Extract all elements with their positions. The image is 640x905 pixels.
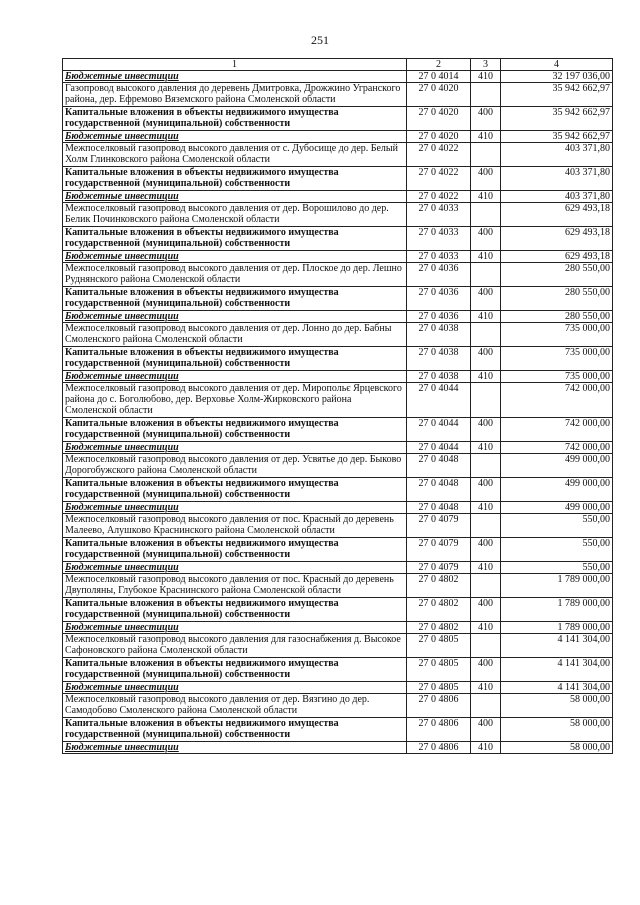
- table-row: [63, 634, 613, 658]
- table-row: [63, 107, 613, 131]
- row-name: Капитальные вложения в объекты недвижимого имущества государственной (муниципальной) собственности: [63, 658, 407, 682]
- row-amount: 550,00: [501, 538, 613, 562]
- row-name: Капитальные вложения в объекты недвижимого имущества государственной (муниципальной) собственности: [63, 598, 407, 622]
- row-code: 27 0 4038: [407, 371, 471, 383]
- row-type: 400: [471, 418, 501, 442]
- row-code: 27 0 4805: [407, 682, 471, 694]
- header-col-2: 2: [407, 59, 471, 71]
- row-type: 400: [471, 287, 501, 311]
- row-type: [471, 383, 501, 418]
- table-row: [63, 347, 613, 371]
- row-amount: 499 000,00: [501, 454, 613, 478]
- table-row: [63, 538, 613, 562]
- row-name: Бюджетные инвестиции: [63, 251, 407, 263]
- table-row: [63, 454, 613, 478]
- row-amount: 1 789 000,00: [501, 598, 613, 622]
- row-type: 410: [471, 251, 501, 263]
- row-type: [471, 323, 501, 347]
- row-code: 27 0 4038: [407, 323, 471, 347]
- row-code: 27 0 4805: [407, 634, 471, 658]
- row-name: Бюджетные инвестиции: [63, 371, 407, 383]
- row-amount: 35 942 662,97: [501, 131, 613, 143]
- row-code: 27 0 4044: [407, 418, 471, 442]
- row-code: 27 0 4079: [407, 562, 471, 574]
- table-row: [63, 418, 613, 442]
- table-row: [63, 71, 613, 83]
- table-row: [63, 442, 613, 454]
- table-row: [63, 191, 613, 203]
- row-type: [471, 263, 501, 287]
- row-type: [471, 454, 501, 478]
- table-header-row: [63, 59, 613, 71]
- row-type: 410: [471, 131, 501, 143]
- row-type: 410: [471, 742, 501, 754]
- row-amount: 4 141 304,00: [501, 658, 613, 682]
- row-name: Межпоселковый газопровод высокого давления от дер. Вязгино до дер. Самодобово Смоленского района Смоленской области: [63, 694, 407, 718]
- row-name: Капитальные вложения в объекты недвижимого имущества государственной (муниципальной) собственности: [63, 107, 407, 131]
- row-amount: 280 550,00: [501, 287, 613, 311]
- row-code: 27 0 4048: [407, 454, 471, 478]
- row-code: 27 0 4033: [407, 203, 471, 227]
- row-type: 410: [471, 311, 501, 323]
- row-type: [471, 514, 501, 538]
- row-type: 400: [471, 227, 501, 251]
- page-number: 251: [311, 33, 329, 47]
- row-name: Бюджетные инвестиции: [63, 622, 407, 634]
- row-name: Бюджетные инвестиции: [63, 71, 407, 83]
- row-amount: 499 000,00: [501, 502, 613, 514]
- row-type: 400: [471, 347, 501, 371]
- budget-table-body: [63, 59, 613, 754]
- table-row: [63, 502, 613, 514]
- table-row: [63, 227, 613, 251]
- row-code: 27 0 4079: [407, 514, 471, 538]
- row-name: Бюджетные инвестиции: [63, 442, 407, 454]
- table-row: [63, 167, 613, 191]
- row-code: 27 0 4802: [407, 598, 471, 622]
- table-row: [63, 143, 613, 167]
- row-type: 410: [471, 682, 501, 694]
- row-code: 27 0 4802: [407, 574, 471, 598]
- row-type: 400: [471, 478, 501, 502]
- row-code: 27 0 4036: [407, 263, 471, 287]
- row-amount: 58 000,00: [501, 742, 613, 754]
- row-name: Газопровод высокого давления до деревень Дмитровка, Дрожжино Угранского района, дер. Ефремово Вяземского района Смоленской области: [63, 83, 407, 107]
- table-row: [63, 658, 613, 682]
- row-type: 400: [471, 718, 501, 742]
- row-name: Межпоселковый газопровод высокого давления от с. Дубосище до дер. Белый Холм Глинковского района Смоленской области: [63, 143, 407, 167]
- row-name: Бюджетные инвестиции: [63, 742, 407, 754]
- table-row: [63, 131, 613, 143]
- table-row: [63, 323, 613, 347]
- row-name: Капитальные вложения в объекты недвижимого имущества государственной (муниципальной) собственности: [63, 227, 407, 251]
- row-name: Межпоселковый газопровод высокого давления от дер. Лонно до дер. Бабны Смоленского района Смоленской области: [63, 323, 407, 347]
- row-code: 27 0 4044: [407, 383, 471, 418]
- row-type: 410: [471, 191, 501, 203]
- table-row: [63, 263, 613, 287]
- row-name: Бюджетные инвестиции: [63, 502, 407, 514]
- row-type: 410: [471, 71, 501, 83]
- row-amount: 499 000,00: [501, 478, 613, 502]
- row-name: Межпоселковый газопровод высокого давления от дер. Плоское до дер. Лешно Руднянского района Смоленской области: [63, 263, 407, 287]
- row-amount: 403 371,80: [501, 167, 613, 191]
- row-code: 27 0 4802: [407, 622, 471, 634]
- row-code: 27 0 4020: [407, 107, 471, 131]
- row-name: Бюджетные инвестиции: [63, 191, 407, 203]
- row-type: 400: [471, 107, 501, 131]
- table-row: [63, 682, 613, 694]
- row-name: Капитальные вложения в объекты недвижимого имущества государственной (муниципальной) собственности: [63, 538, 407, 562]
- table-row: [63, 478, 613, 502]
- table-row: [63, 598, 613, 622]
- row-amount: 1 789 000,00: [501, 622, 613, 634]
- row-amount: 280 550,00: [501, 311, 613, 323]
- table-row: [63, 311, 613, 323]
- table-row: [63, 203, 613, 227]
- row-code: 27 0 4038: [407, 347, 471, 371]
- row-type: 400: [471, 598, 501, 622]
- row-code: 27 0 4806: [407, 742, 471, 754]
- row-amount: 742 000,00: [501, 418, 613, 442]
- row-type: [471, 694, 501, 718]
- row-name: Капитальные вложения в объекты недвижимого имущества государственной (муниципальной) собственности: [63, 478, 407, 502]
- row-code: 27 0 4033: [407, 251, 471, 263]
- row-name: Капитальные вложения в объекты недвижимого имущества государственной (муниципальной) собственности: [63, 287, 407, 311]
- row-code: 27 0 4022: [407, 191, 471, 203]
- row-code: 27 0 4806: [407, 718, 471, 742]
- row-type: 410: [471, 562, 501, 574]
- table-row: [63, 742, 613, 754]
- row-type: [471, 203, 501, 227]
- row-amount: 58 000,00: [501, 718, 613, 742]
- row-type: [471, 143, 501, 167]
- row-name: Бюджетные инвестиции: [63, 131, 407, 143]
- table-row: [63, 562, 613, 574]
- row-amount: 550,00: [501, 562, 613, 574]
- header-col-4: 4: [501, 59, 613, 71]
- table-row: [63, 371, 613, 383]
- row-amount: 4 141 304,00: [501, 634, 613, 658]
- row-name: Межпоселковый газопровод высокого давления от пос. Красный до деревень Двуполяны, Глубокое Краснинского района Смоленской области: [63, 574, 407, 598]
- row-type: [471, 574, 501, 598]
- row-code: 27 0 4022: [407, 143, 471, 167]
- table-row: [63, 251, 613, 263]
- row-name: Капитальные вложения в объекты недвижимого имущества государственной (муниципальной) собственности: [63, 418, 407, 442]
- row-type: 400: [471, 167, 501, 191]
- row-name: Межпоселковый газопровод высокого давления от пос. Красный до деревень Малеево, Алушково Краснинского района Смоленской области: [63, 514, 407, 538]
- row-code: 27 0 4020: [407, 83, 471, 107]
- row-code: 27 0 4036: [407, 287, 471, 311]
- row-name: Межпоселковый газопровод высокого давления от дер. Ворошилово до дер. Белик Починковского района Смоленской области: [63, 203, 407, 227]
- row-amount: 742 000,00: [501, 442, 613, 454]
- row-amount: 4 141 304,00: [501, 682, 613, 694]
- row-amount: 35 942 662,97: [501, 107, 613, 131]
- row-amount: 629 493,18: [501, 203, 613, 227]
- table-row: [63, 574, 613, 598]
- table-row: [63, 287, 613, 311]
- table-row: [63, 718, 613, 742]
- row-code: 27 0 4048: [407, 502, 471, 514]
- row-amount: 742 000,00: [501, 383, 613, 418]
- row-type: 410: [471, 502, 501, 514]
- row-name: Межпоселковый газопровод высокого давления для газоснабжения д. Высокое Сафоновского района Смоленской области: [63, 634, 407, 658]
- row-amount: 1 789 000,00: [501, 574, 613, 598]
- row-name: Бюджетные инвестиции: [63, 311, 407, 323]
- table-row: [63, 514, 613, 538]
- row-code: 27 0 4079: [407, 538, 471, 562]
- row-code: 27 0 4806: [407, 694, 471, 718]
- row-type: [471, 634, 501, 658]
- row-amount: 629 493,18: [501, 227, 613, 251]
- row-name: Бюджетные инвестиции: [63, 562, 407, 574]
- row-type: [471, 83, 501, 107]
- row-amount: 280 550,00: [501, 263, 613, 287]
- table-row: [63, 83, 613, 107]
- row-amount: 550,00: [501, 514, 613, 538]
- row-type: 400: [471, 658, 501, 682]
- row-amount: 32 197 036,00: [501, 71, 613, 83]
- budget-table: [62, 58, 613, 754]
- row-name: Межпоселковый газопровод высокого давления от дер. Миропольє Ярцевского района до с. Боголюбово, дер. Верховье Холм-Жирковского района Смоленской области: [63, 383, 407, 418]
- row-type: 410: [471, 442, 501, 454]
- row-amount: 735 000,00: [501, 323, 613, 347]
- row-name: Межпоселковый газопровод высокого давления от дер. Усвятье до дер. Быково Дорогобужского района Смоленской области: [63, 454, 407, 478]
- header-col-1: 1: [63, 59, 407, 71]
- row-code: 27 0 4048: [407, 478, 471, 502]
- row-amount: 735 000,00: [501, 347, 613, 371]
- row-code: 27 0 4022: [407, 167, 471, 191]
- row-amount: 58 000,00: [501, 694, 613, 718]
- header-col-3: 3: [471, 59, 501, 71]
- row-type: 400: [471, 538, 501, 562]
- row-name: Бюджетные инвестиции: [63, 682, 407, 694]
- table-row: [63, 622, 613, 634]
- row-name: Капитальные вложения в объекты недвижимого имущества государственной (муниципальной) собственности: [63, 718, 407, 742]
- row-code: 27 0 4020: [407, 131, 471, 143]
- row-name: Капитальные вложения в объекты недвижимого имущества государственной (муниципальной) собственности: [63, 347, 407, 371]
- row-code: 27 0 4033: [407, 227, 471, 251]
- row-amount: 403 371,80: [501, 191, 613, 203]
- row-amount: 35 942 662,97: [501, 83, 613, 107]
- row-code: 27 0 4805: [407, 658, 471, 682]
- row-code: 27 0 4036: [407, 311, 471, 323]
- row-type: 410: [471, 371, 501, 383]
- row-type: 410: [471, 622, 501, 634]
- row-amount: 629 493,18: [501, 251, 613, 263]
- table-row: [63, 383, 613, 418]
- row-name: Капитальные вложения в объекты недвижимого имущества государственной (муниципальной) собственности: [63, 167, 407, 191]
- table-row: [63, 694, 613, 718]
- row-code: 27 0 4014: [407, 71, 471, 83]
- row-amount: 735 000,00: [501, 371, 613, 383]
- row-amount: 403 371,80: [501, 143, 613, 167]
- row-code: 27 0 4044: [407, 442, 471, 454]
